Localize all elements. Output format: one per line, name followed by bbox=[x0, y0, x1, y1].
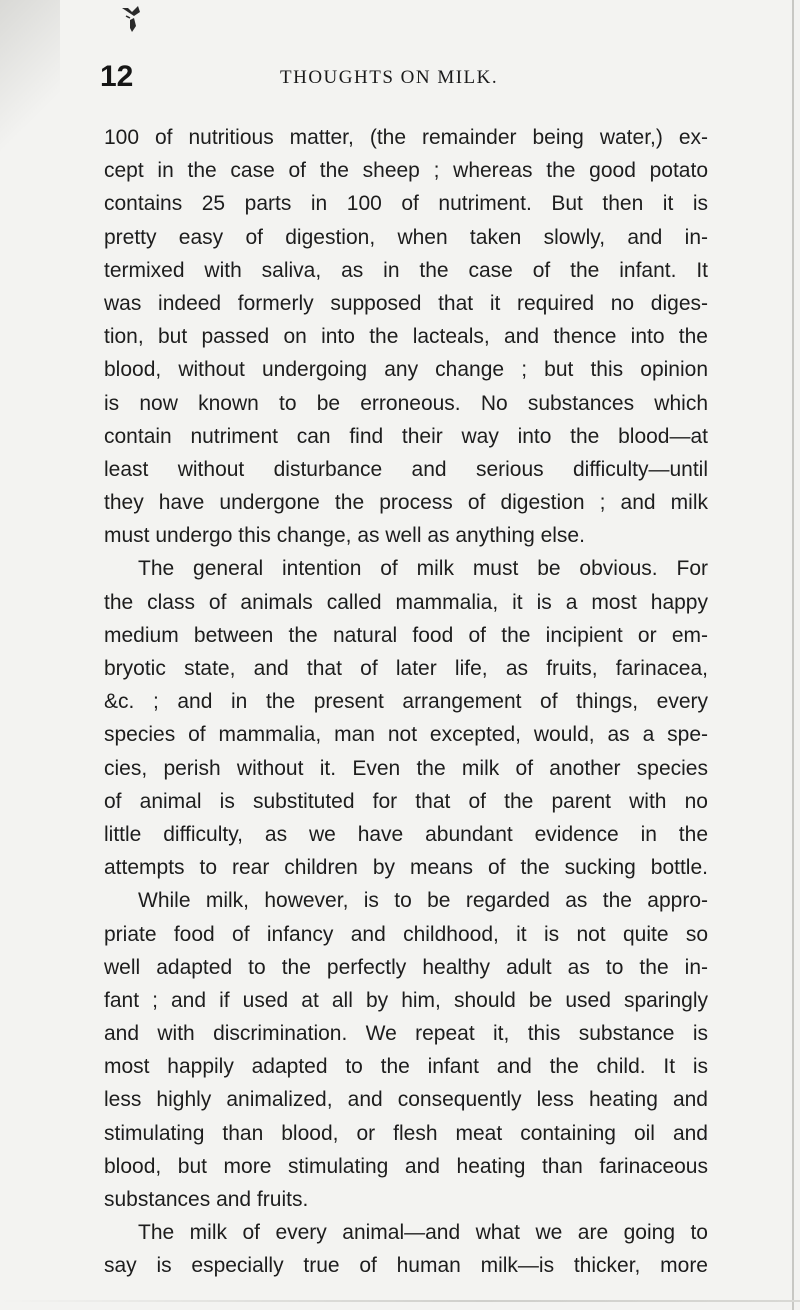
page-number: 12 bbox=[100, 60, 134, 93]
text-line: contain nutriment can find their way into the blood—at bbox=[104, 424, 708, 448]
text-line: cies, perish without it. Even the milk of another species bbox=[104, 756, 708, 780]
page-edge bbox=[792, 0, 794, 1310]
text-line: least without disturbance and serious difficulty—until bbox=[104, 457, 708, 481]
text-line: termixed with saliva, as in the case of the infant. It bbox=[104, 258, 708, 282]
text-line: blood, without undergoing any change ; but this opinion bbox=[104, 358, 708, 382]
text-line: less highly animalized, and consequently less heating and bbox=[104, 1088, 708, 1112]
text-line: is now known to be erroneous. No substances which bbox=[104, 391, 708, 415]
text-line: tion, but passed on into the lacteals, and thence into the bbox=[104, 325, 708, 349]
page-corner-shadow bbox=[0, 0, 60, 160]
text-line: medium between the natural food of the incipient or em- bbox=[104, 623, 708, 647]
text-line: &c. ; and in the present arrangement of things, every bbox=[104, 690, 708, 714]
page-header: THOUGHTS ON MILK. bbox=[280, 67, 499, 88]
text-line: well adapted to the perfectly healthy adult as to the in- bbox=[104, 955, 708, 979]
text-line: the class of animals called mammalia, it is a most happy bbox=[104, 590, 708, 614]
text-line: 100 of nutritious matter, (the remainder being water,) ex- bbox=[104, 126, 708, 149]
page-bottom-edge bbox=[0, 1300, 800, 1302]
text-line: fant ; and if used at all by him, should be used sparingly bbox=[104, 988, 708, 1012]
text-line: priate food of infancy and childhood, it is not quite so bbox=[104, 922, 708, 946]
text-line: contains 25 parts in 100 of nutriment. But then it is bbox=[104, 192, 708, 216]
text-line: The general intention of milk must be obvious. For bbox=[138, 557, 708, 581]
text-line: little difficulty, as we have abundant evidence in the bbox=[104, 822, 708, 846]
text-line: stimulating than blood, or flesh meat containing oil and bbox=[104, 1121, 708, 1145]
text-line: they have undergone the process of digestion ; and milk bbox=[104, 491, 708, 515]
text-line: species of mammalia, man not excepted, would, as a spe- bbox=[104, 723, 708, 747]
text-line: most happily adapted to the infant and the child. It is bbox=[104, 1055, 708, 1079]
text-line: and with discrimination. We repeat it, this substance is bbox=[104, 1022, 708, 1046]
body-text bbox=[104, 121, 708, 1283]
text-line: blood, but more stimulating and heating than farinaceous bbox=[104, 1154, 708, 1178]
text-line: While milk, however, is to be regarded as the appro- bbox=[138, 889, 708, 913]
printer-ornament-icon bbox=[118, 2, 148, 42]
running-head bbox=[100, 60, 710, 100]
text-line: of animal is substituted for that of the parent with no bbox=[104, 789, 708, 813]
text-line: say is especially true of human milk—is thicker, more bbox=[104, 1254, 708, 1278]
text-line: must undergo this change, as well as anything else. bbox=[104, 524, 585, 548]
text-line: substances and fruits. bbox=[104, 1188, 309, 1211]
text-line: cept in the case of the sheep ; whereas the good potato bbox=[104, 159, 708, 183]
text-line: The milk of every animal—and what we are going to bbox=[138, 1221, 708, 1245]
text-line: attempts to rear children by means of the sucking bottle. bbox=[104, 856, 708, 880]
text-line: bryotic state, and that of later life, as fruits, farinacea, bbox=[104, 657, 708, 680]
text-line: pretty easy of digestion, when taken slowly, and in- bbox=[104, 225, 708, 249]
text-line: was indeed formerly supposed that it required no diges- bbox=[104, 291, 708, 315]
